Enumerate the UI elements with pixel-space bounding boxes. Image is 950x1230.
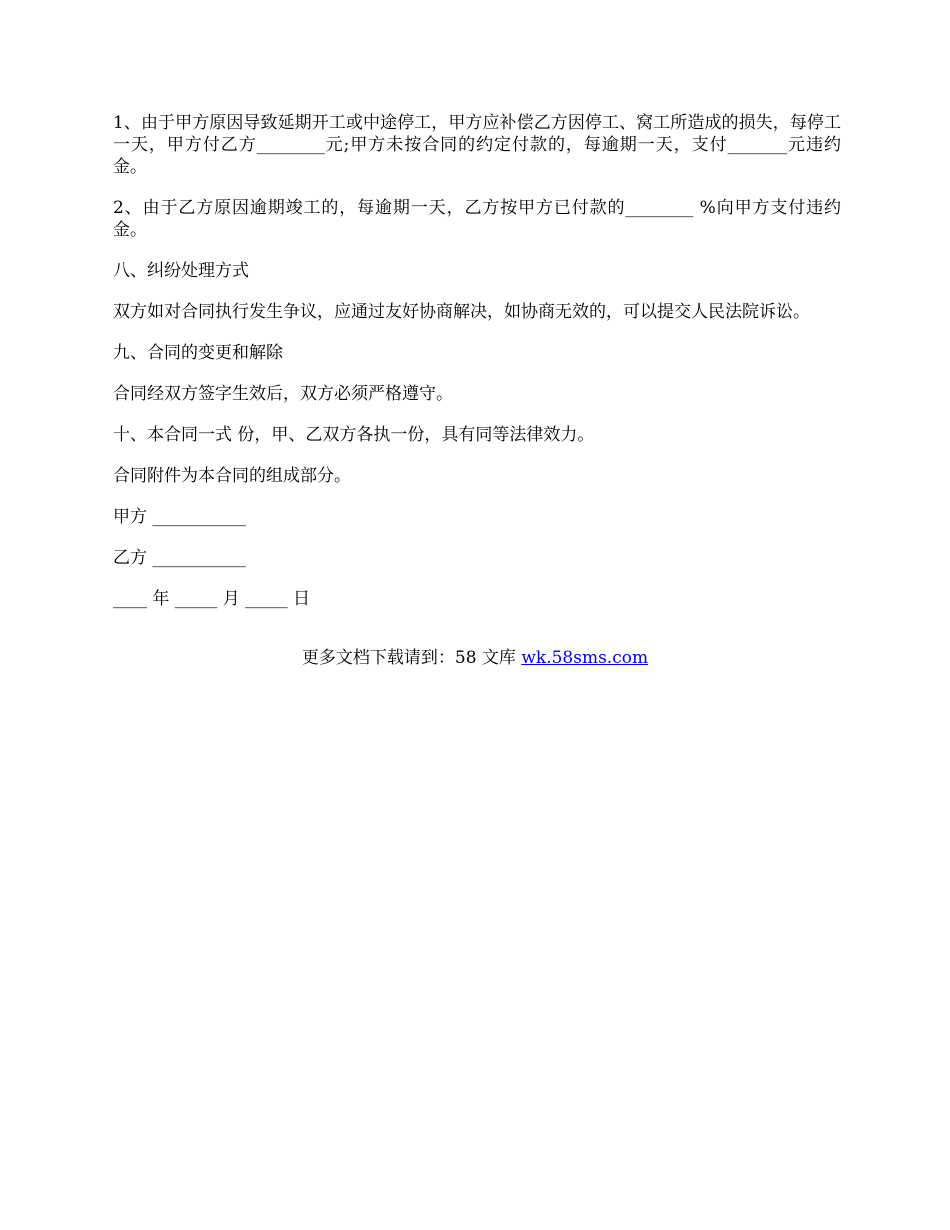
section-heading-amendment: 九、合同的变更和解除: [113, 343, 283, 363]
clause-delay-compensation: 1、由于甲方原因导致延期开工或中途停工，甲方应补偿乙方因停工、窝工所造成的损失，每停工一天，甲方付乙方________元;甲方未按合同的约定付款的，每逾期一天，支付_______元违约金。: [113, 113, 841, 177]
footer-download-note: [0, 647, 950, 669]
clause-dispute-resolution: 双方如对合同执行发生争议，应通过友好协商解决，如协商无效的，可以提交人民法院诉讼。: [113, 302, 810, 322]
footer-prefix: 更多文档下载请到：58 文库: [301, 648, 522, 668]
party-a-signature-line: 甲方 ___________: [113, 507, 246, 527]
section-heading-dispute: 八、纠纷处理方式: [113, 261, 249, 281]
date-line: ____ 年 _____ 月 _____ 日: [113, 589, 311, 609]
clause-attachments: 合同附件为本合同的组成部分。: [113, 466, 351, 486]
party-b-signature-line: 乙方 ___________: [113, 548, 246, 568]
document-body: [113, 112, 841, 629]
section-heading-copies: 十、本合同一式 份，甲、乙双方各执一份，具有同等法律效力。: [113, 425, 595, 445]
clause-overdue-completion: 2、由于乙方原因逾期竣工的，每逾期一天，乙方按甲方已付款的________ %向甲方支付违约金。: [113, 198, 841, 240]
footer-site-link[interactable]: wk.58sms.com: [521, 648, 649, 668]
clause-binding-effect: 合同经双方签字生效后，双方必须严格遵守。: [113, 384, 453, 404]
